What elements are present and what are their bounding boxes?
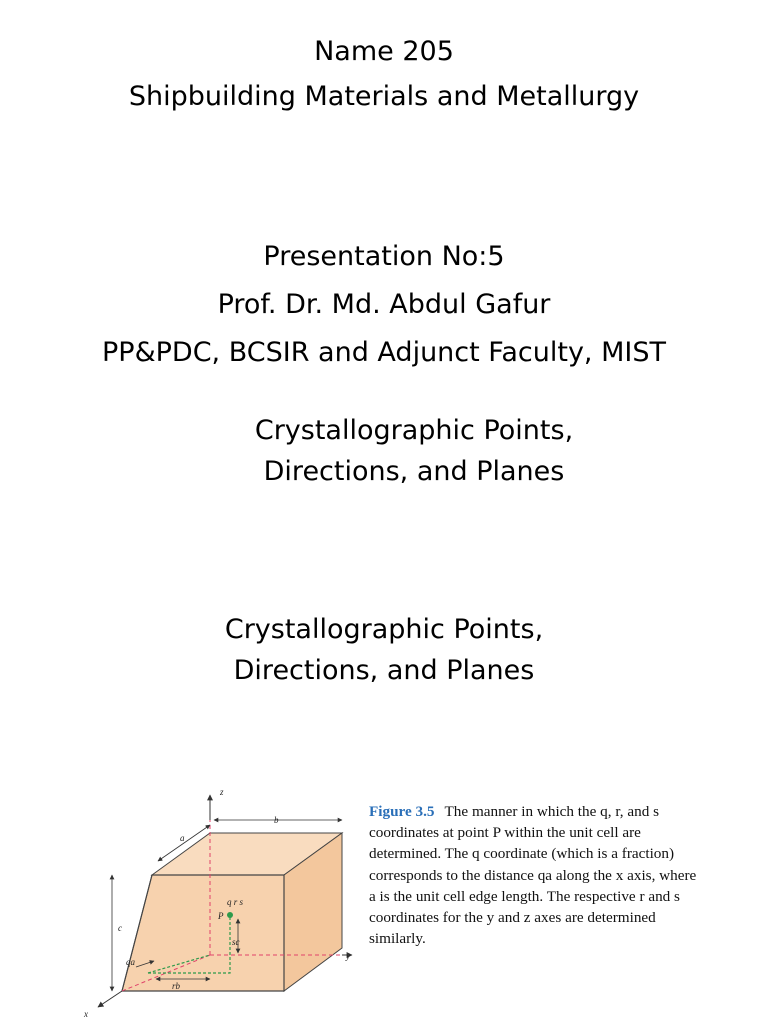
sc-label: sc — [232, 937, 240, 947]
course-code: Name 205 — [314, 36, 454, 67]
unit-cell-diagram — [60, 775, 360, 1020]
z-label: z — [220, 787, 224, 797]
presentation-number: Presentation No:5 — [263, 241, 505, 272]
topic-heading-2-line2: Directions, and Planes — [233, 655, 535, 686]
presenter-affiliation: PP&PDC, BCSIR and Adjunct Faculty, MIST — [102, 337, 666, 368]
x-axis-arrow — [98, 991, 122, 1007]
unit-cell-figure — [60, 775, 360, 1024]
qa-label: qa — [126, 957, 135, 967]
topic-heading-1-line1: Crystallographic Points, — [254, 415, 574, 446]
topic-heading-2-line1: Crystallographic Points, — [224, 614, 544, 645]
qrs-label: q r s — [227, 897, 244, 907]
figure-caption — [369, 801, 699, 949]
figure-label: Figure 3.5 — [369, 803, 435, 820]
p-label: P — [218, 911, 224, 921]
presenter-name: Prof. Dr. Md. Abdul Gafur — [217, 289, 551, 320]
x-label: x — [84, 1009, 88, 1019]
topic-heading-1-line2: Directions, and Planes — [263, 456, 565, 487]
b-label: b — [274, 815, 279, 825]
figure-caption-text: The manner in which the q, r, and s coordinates at point P within the unit cell are determined. The q coordinate (which is a fraction) corresponds to the distance qa along the x axis, where a is the unit cell edge length. The respective r and s coordinates for the y and z axes are determined similarly. — [369, 803, 697, 948]
c-label: c — [118, 923, 122, 933]
course-title: Shipbuilding Materials and Metallurgy — [128, 81, 640, 112]
a-label: a — [180, 833, 185, 843]
point-p — [227, 912, 233, 918]
rb-label: rb — [172, 981, 181, 991]
y-label: y — [346, 951, 350, 961]
